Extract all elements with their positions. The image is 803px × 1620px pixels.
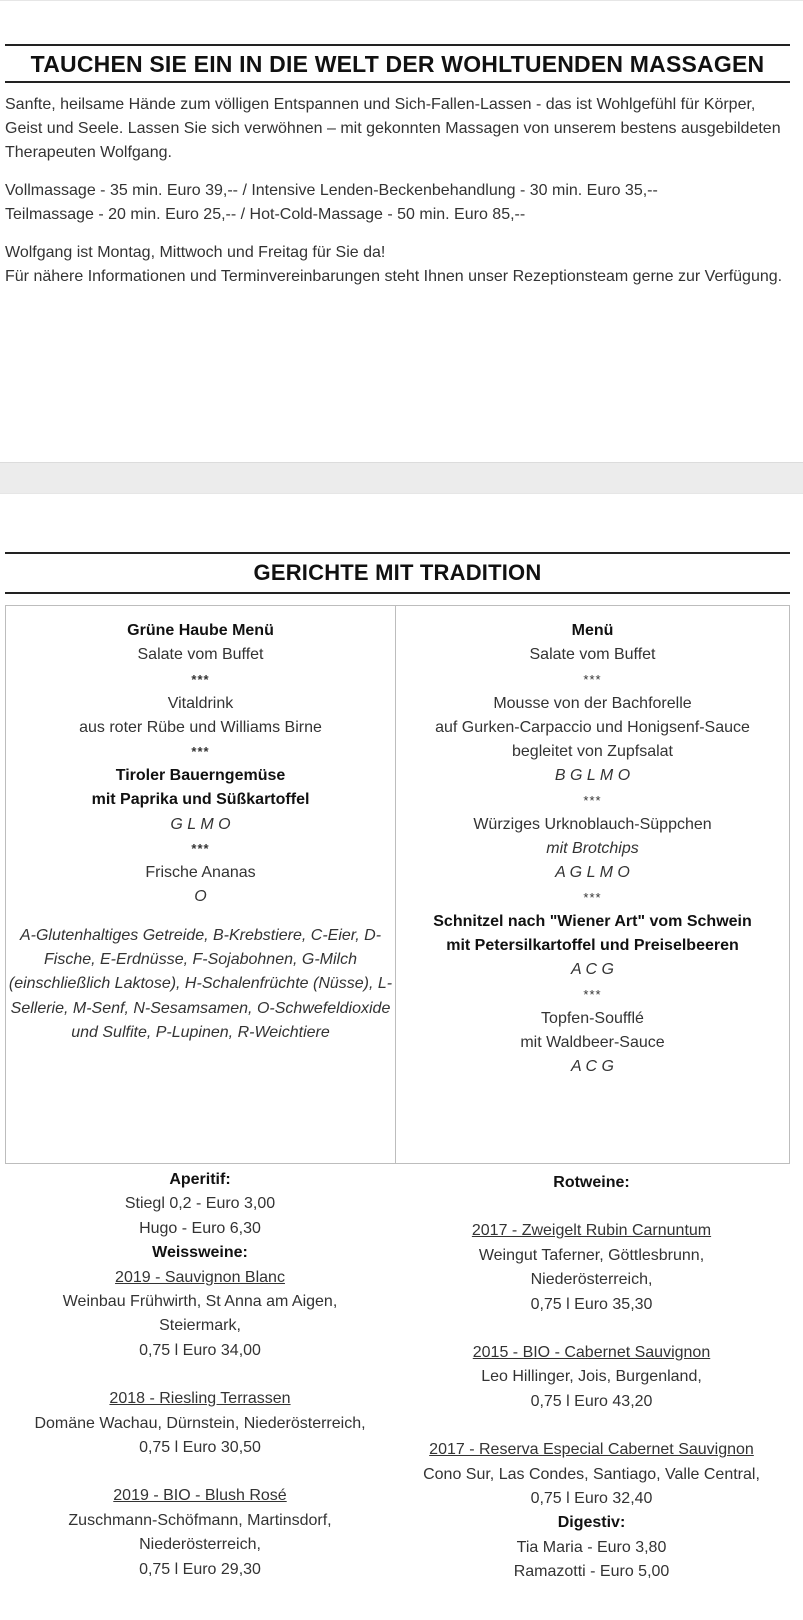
massage-heading: TAUCHEN SIE EIN IN DIE WELT DER WOHLTUENDEN MASSAGEN: [5, 44, 790, 83]
course-divider: ***: [191, 841, 210, 857]
wine-price: 0,75 l Euro 29,30: [139, 1560, 261, 1578]
green-haube-menu: [6, 606, 396, 1163]
right-course-3-allergens: A G L M O: [555, 864, 630, 882]
menu: [396, 606, 789, 1163]
right-menu-title: Menü: [571, 622, 614, 639]
wine-name: 2015 - BIO - Cabernet Sauvignon: [472, 1344, 711, 1362]
right-course-2-line-2: auf Gurken-Carpaccio und Honigsenf-Sauce: [435, 718, 750, 736]
course-divider: ***: [583, 889, 602, 905]
allergen-legend: A-Glutenhaltiges Getreide, B-Krebstiere, C-Eier, D-Fische, E-Erdnüsse, F-Sojabohnen, G-Milch (einschließlich Laktose), H-Schalenfrüchte (Nüsse), L-Sellerie, M-Senf, N-Sesamsamen, O-Schwefeldioxide und Sulfite, P-Lupinen, R-Weichtiere: [8, 926, 393, 1041]
top-divider: [0, 0, 803, 1]
right-course-2-allergens: B G L M O: [554, 767, 631, 785]
left-course-4: Frische Ananas: [145, 864, 256, 882]
wine-name: 2019 - Sauvignon Blanc: [115, 1268, 285, 1286]
menu-table: [5, 605, 790, 1164]
wine-detail: Niederösterreich,: [139, 1536, 261, 1554]
massage-prices-line-2: Teilmassage - 20 min. Euro 25,-- / Hot-Cold-Massage - 50 min. Euro 85,--: [5, 206, 526, 223]
wine-detail: Steiermark,: [159, 1317, 241, 1335]
course-divider: ***: [191, 671, 210, 687]
right-course-5-line-1: Topfen-Soufflé: [541, 1009, 644, 1027]
wine-detail: Zuschmann-Schöfmann, Martinsdorf,: [68, 1511, 332, 1529]
massage-prices-line-1: Vollmassage - 35 min. Euro 39,-- / Intensive Lenden-Beckenbehandlung - 30 min. Euro 35,--: [5, 182, 658, 199]
course-divider: ***: [583, 671, 602, 687]
course-divider: ***: [583, 792, 602, 808]
tradition-heading: GERICHTE MIT TRADITION: [5, 552, 790, 594]
left-course-1: Salate vom Buffet: [137, 646, 264, 664]
wine-detail: Domäne Wachau, Dürnstein, Niederösterreich,: [34, 1414, 366, 1432]
wine-detail: Leo Hillinger, Jois, Burgenland,: [481, 1368, 702, 1386]
course-divider: ***: [191, 744, 210, 760]
wine-detail: Cono Sur, Las Condes, Santiago, Valle Central,: [423, 1465, 760, 1483]
drinks-left-column: [5, 1168, 395, 1585]
course-divider: ***: [583, 986, 602, 1002]
left-course-3-allergens: G L M O: [170, 815, 231, 833]
wine-name: 2017 - Reserva Especial Cabernet Sauvignon: [429, 1441, 754, 1459]
drinks-list: [5, 1168, 788, 1585]
left-course-2-line-1: Vitaldrink: [167, 694, 234, 712]
right-course-5-line-2: mit Waldbeer-Sauce: [520, 1033, 665, 1051]
wine-price: 0,75 l Euro 30,50: [139, 1439, 261, 1457]
aperitif-item: Hugo - Euro 6,30: [139, 1219, 261, 1237]
right-course-5-allergens: A C G: [571, 1058, 614, 1076]
aperitif-item: Stiegl 0,2 - Euro 3,00: [124, 1195, 276, 1213]
wine-price: 0,75 l Euro 35,30: [530, 1295, 653, 1313]
section-separator: [0, 462, 803, 494]
wine-detail: Weinbau Frühwirth, St Anna am Aigen,: [62, 1293, 338, 1311]
right-course-3-line-1: Würziges Urknoblauch-Süppchen: [473, 815, 712, 833]
right-course-1: Salate vom Buffet: [529, 646, 656, 664]
white-wines-title: Weissweine:: [152, 1244, 248, 1262]
right-course-4-allergens: A C G: [571, 961, 614, 979]
wine-name: 2017 - Zweigelt Rubin Carnuntum: [471, 1222, 712, 1240]
digestif-item: Tia Maria - Euro 3,80: [516, 1538, 667, 1556]
massage-intro: Sanfte, heilsame Hände zum völligen Entspannen und Sich-Fallen-Lassen - das ist Wohlgefühl für Körper, Geist und Seele. Lassen Sie sich verwöhnen – mit gekonnten Massagen von unserem bestens ausgebildeten Therapeuten Wolfgang.: [5, 96, 781, 161]
right-course-3-line-2: mit Brotchips: [546, 840, 639, 858]
massage-section: [5, 44, 790, 289]
left-course-3-line-1: Tiroler Bauerngemüse: [115, 767, 286, 785]
aperitif-title: Aperitif:: [169, 1171, 231, 1188]
left-course-2-line-2: aus roter Rübe und Williams Birne: [79, 718, 322, 736]
massage-availability: Wolfgang ist Montag, Mittwoch und Freitag für Sie da!: [5, 244, 386, 261]
digestif-title: Digestiv:: [557, 1514, 626, 1532]
digestif-item: Ramazotti - Euro 5,00: [513, 1563, 670, 1581]
wine-name: 2018 - Riesling Terrassen: [109, 1390, 291, 1408]
wine-detail: Niederösterreich,: [530, 1271, 653, 1289]
left-menu-title: Grüne Haube Menü: [127, 622, 274, 639]
left-course-3-line-2: mit Paprika und Süßkartoffel: [91, 791, 310, 809]
wine-price: 0,75 l Euro 34,00: [139, 1341, 261, 1359]
wine-price: 0,75 l Euro 43,20: [530, 1392, 653, 1410]
right-course-4-line-2: mit Petersilkartoffel und Preiselbeeren: [446, 936, 739, 954]
red-wines-title: Rotweine:: [553, 1174, 630, 1191]
massage-contact: Für nähere Informationen und Terminvereinbarungen steht Ihnen unser Rezeptionsteam gerne zur Verfügung.: [5, 268, 783, 285]
tradition-section: [5, 552, 790, 594]
right-course-2-line-1: Mousse von der Bachforelle: [493, 694, 692, 712]
wine-name: 2019 - BIO - Blush Rosé: [113, 1487, 287, 1505]
drinks-right-column: [395, 1168, 788, 1585]
wine-price: 0,75 l Euro 32,40: [530, 1490, 653, 1508]
right-course-4-line-1: Schnitzel nach "Wiener Art" vom Schwein: [433, 912, 752, 930]
right-course-2-line-3: begleitet von Zupfsalat: [512, 743, 673, 761]
wine-detail: Weingut Taferner, Göttlesbrunn,: [478, 1246, 705, 1264]
left-course-4-allergens: O: [194, 888, 207, 906]
